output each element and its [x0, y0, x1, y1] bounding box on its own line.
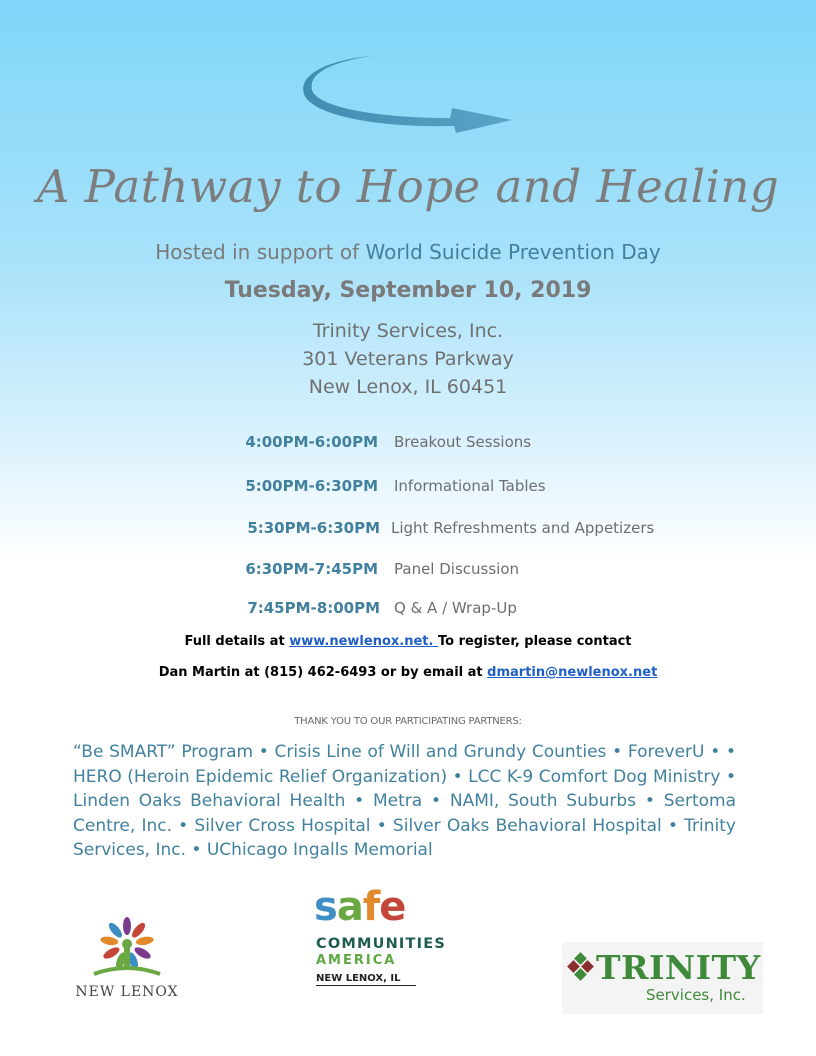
trinity-services-logo	[562, 942, 763, 1014]
schedule-row	[0, 477, 816, 499]
schedule-activity: Informational Tables	[394, 477, 546, 495]
address-line-2: 301 Veterans Parkway	[302, 348, 514, 370]
contact-line-2	[0, 665, 816, 680]
schedule-activity: Panel Discussion	[394, 560, 520, 578]
website-link[interactable]: www.newlenox.net.	[289, 634, 438, 649]
trinity-subtitle: Services, Inc.	[646, 986, 746, 1004]
schedule-row	[0, 599, 816, 621]
schedule-time: 7:45PM-8:00PM	[247, 599, 380, 617]
schedule-row	[0, 519, 816, 541]
curved-arrow-graphic	[290, 48, 520, 143]
event-date: Tuesday, September 10, 2019	[224, 278, 592, 303]
new-lenox-logo	[66, 912, 188, 1002]
schedule-time: 5:00PM-6:30PM	[245, 477, 378, 495]
safe-communities-line1: COMMUNITIES	[316, 936, 446, 952]
safe-wordmark: safe	[314, 884, 406, 930]
schedule-time: 5:30PM-6:30PM	[247, 519, 380, 537]
schedule-activity: Q & A / Wrap-Up	[394, 599, 517, 617]
schedule-time: 6:30PM-7:45PM	[245, 560, 378, 578]
hosted-highlight: World Suicide Prevention Day	[365, 240, 661, 264]
new-lenox-wordmark: NEW LENOX	[75, 984, 179, 1000]
partners-heading: THANK YOU TO OUR PARTICIPATING PARTNERS:	[294, 716, 522, 727]
hosted-line	[0, 240, 816, 264]
schedule-activity: Light Refreshments and Appetizers	[391, 519, 655, 537]
event-title: A Pathway to Hope and Healing	[36, 160, 780, 213]
safe-communities-logo	[314, 884, 479, 1002]
schedule-time: 4:00PM-6:00PM	[245, 433, 378, 451]
schedule-activity: Breakout Sessions	[394, 433, 532, 451]
address-line-1: Trinity Services, Inc.	[312, 320, 504, 342]
contact-prefix: Full details at	[184, 634, 290, 649]
schedule-row	[0, 433, 816, 455]
partners-list: “Be SMART” Program • Crisis Line of Will and Grundy Counties • ForeverU • • HERO (Heroin Epidemic Relief Organization) • LCC K-9 Comfort Dog Ministry • Linden Oaks Behavioral Health • Metra • NAMI, South Suburbs • Sertoma Centre, Inc. • Silver Cross Hospital • Silver Oaks Behavioral Hospital • Trinity Services, Inc. • UChicago Ingalls Memorial	[73, 742, 736, 861]
email-link[interactable]: dmartin@newlenox.net	[487, 665, 658, 680]
contact-suffix: To register, please contact	[437, 634, 632, 649]
safe-communities-line3: NEW LENOX, IL	[316, 973, 416, 986]
trinity-diamond-icon	[566, 952, 596, 982]
address-line-3: New Lenox, IL 60451	[308, 376, 508, 398]
contact-details: Dan Martin at (815) 462-6493 or by email at	[158, 665, 488, 680]
trinity-wordmark: TRINITY	[596, 948, 761, 987]
safe-communities-line2: AMERICA	[316, 953, 397, 968]
hosted-prefix: Hosted in support of	[155, 240, 366, 264]
contact-line-1	[0, 634, 816, 649]
new-lenox-tree-icon	[66, 912, 188, 982]
schedule-row	[0, 560, 816, 582]
